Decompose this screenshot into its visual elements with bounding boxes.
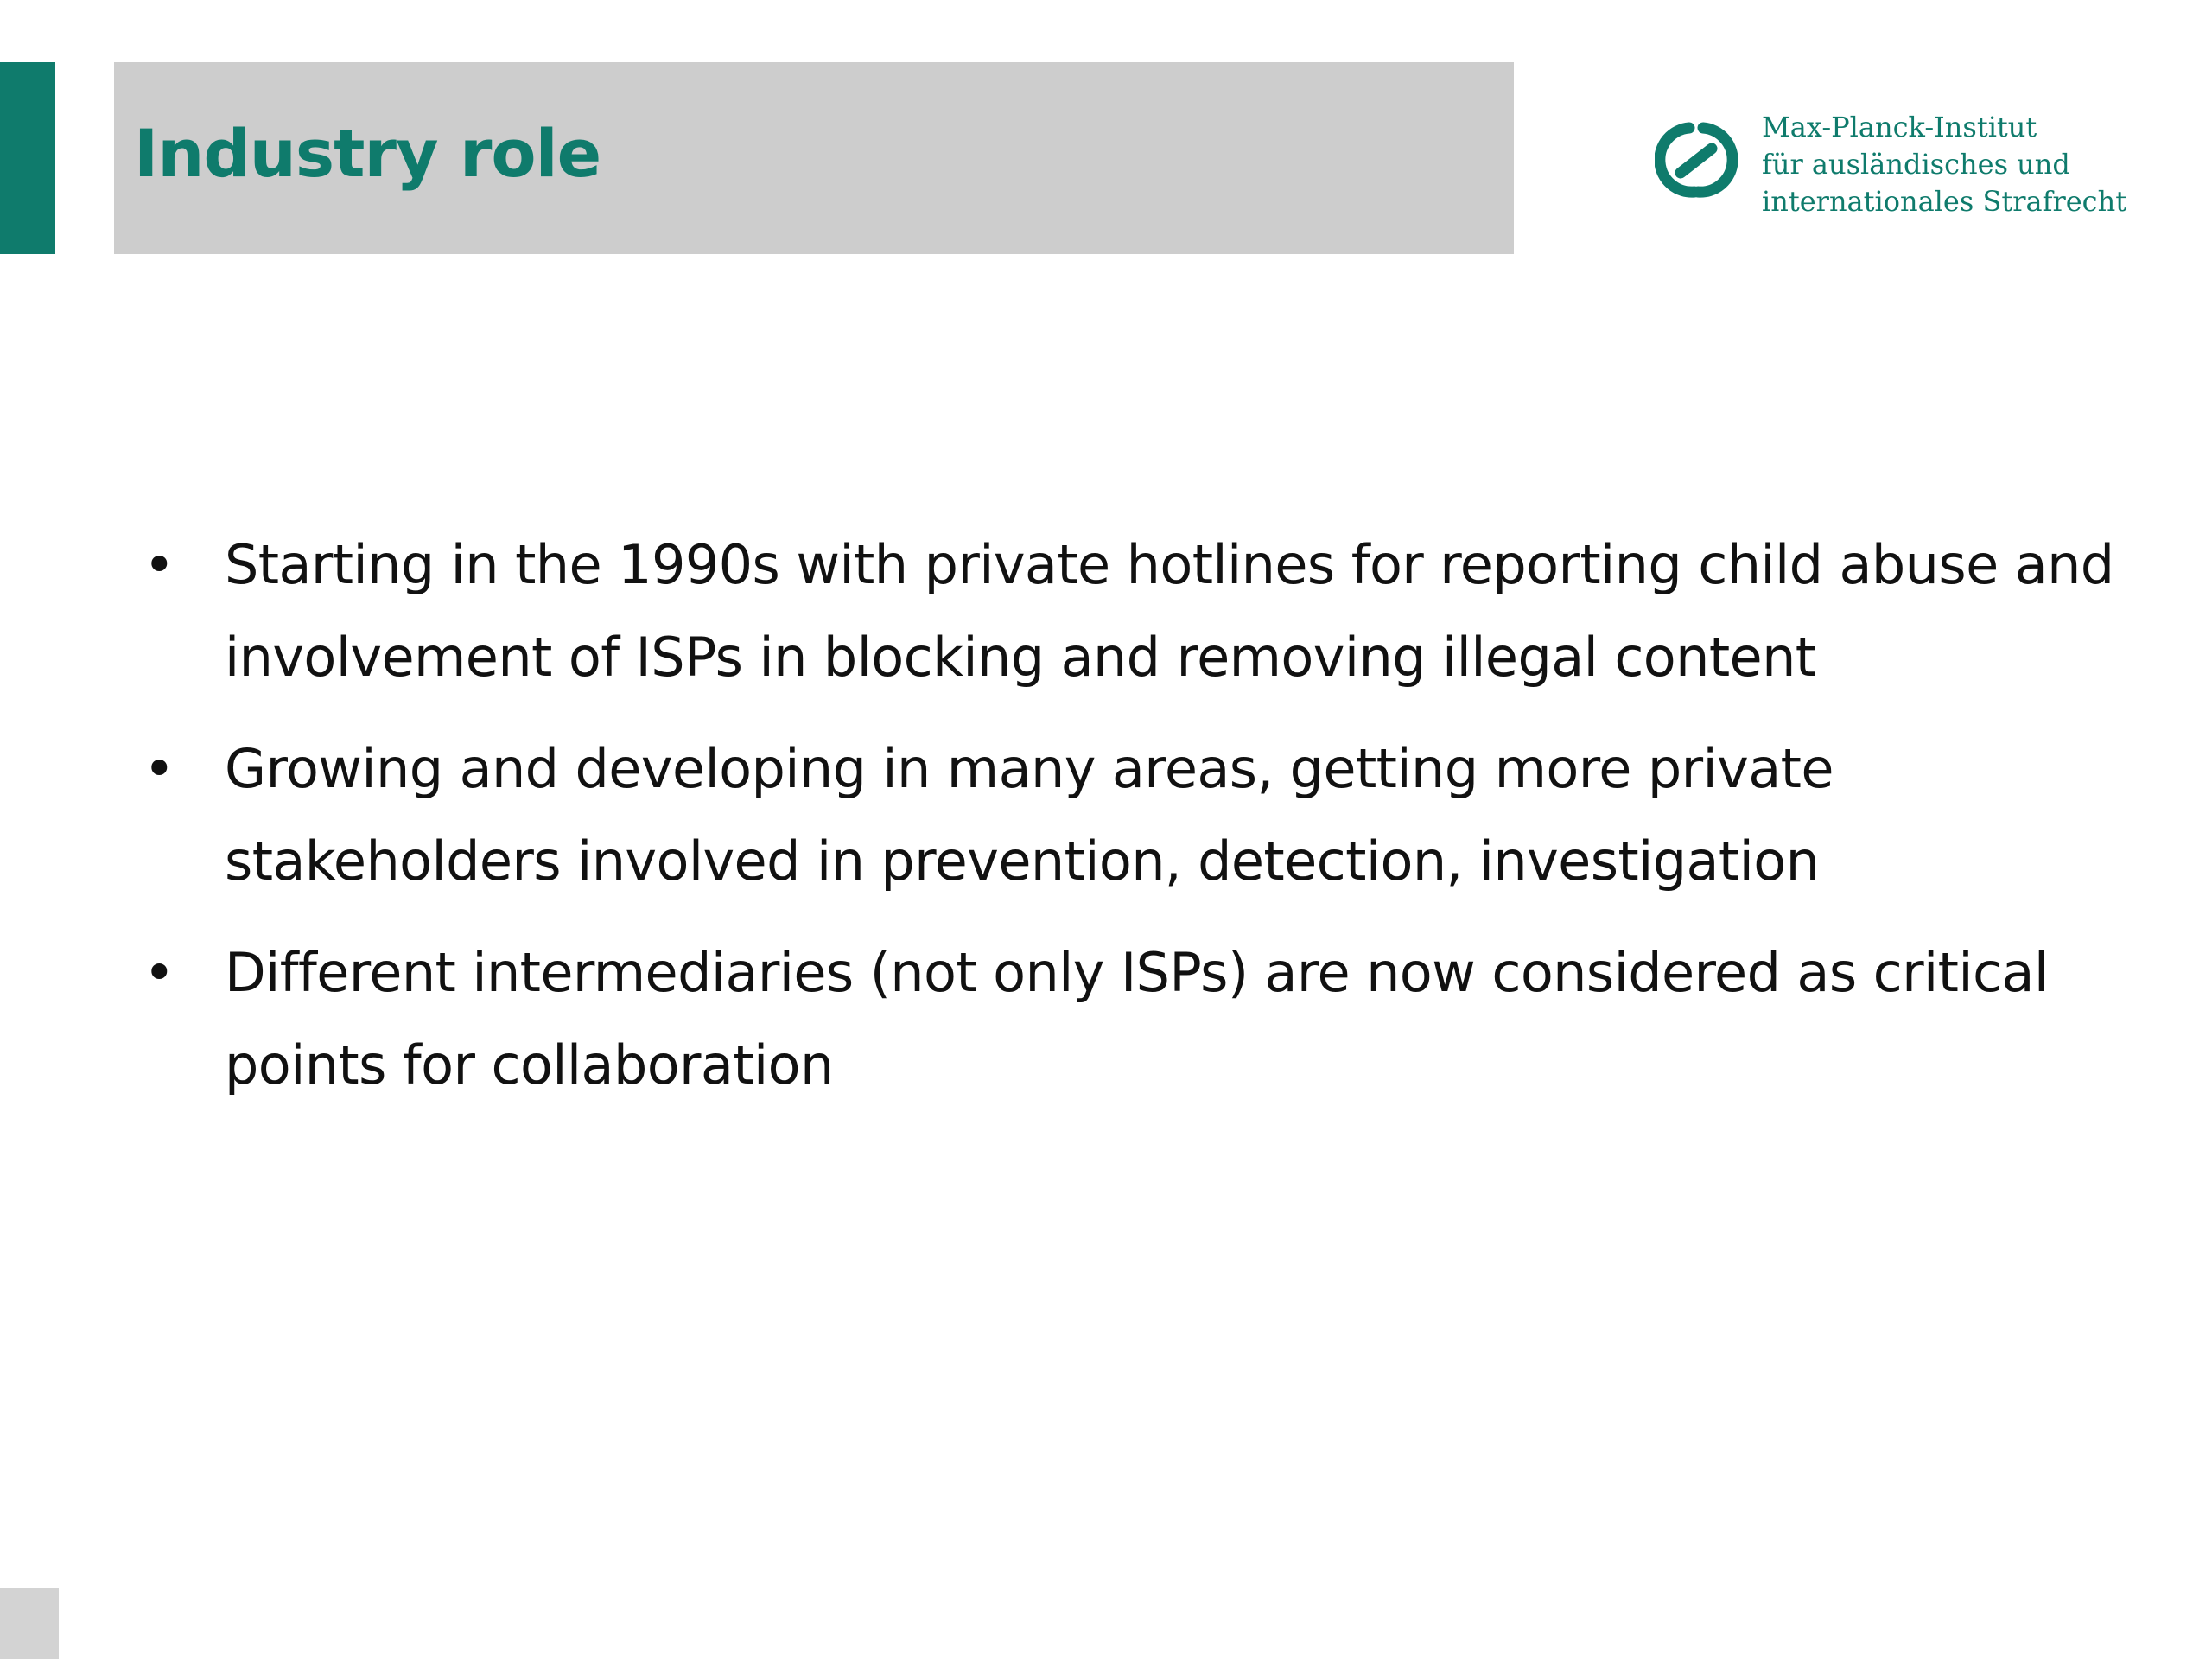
bullet-text: Different intermediaries (not only ISPs) are now considered as critical points for collaboration bbox=[225, 941, 2049, 1096]
logo-text bbox=[1762, 109, 2126, 220]
institute-logo bbox=[1655, 109, 2127, 221]
logo-line-3: internationales Strafrecht bbox=[1762, 185, 2127, 218]
accent-bar bbox=[0, 62, 55, 254]
bullet-list bbox=[138, 518, 2126, 1130]
bullet-text: Starting in the 1990s with private hotlines for reporting child abuse and involvement of ISPs in blocking and removing illegal content bbox=[225, 533, 2114, 689]
logo-line-2: für ausländisches und bbox=[1762, 148, 2070, 181]
bullet-text: Growing and developing in many areas, getting more private stakeholders involved in prevention, detection, investigation bbox=[225, 737, 1834, 893]
slide-title: Industry role bbox=[134, 115, 601, 192]
bullet-dot-icon: • bbox=[143, 737, 175, 800]
mpi-logo-icon bbox=[1655, 112, 1738, 207]
bullet-item bbox=[138, 722, 2126, 907]
bullet-item bbox=[138, 518, 2126, 703]
logo-line-1: Max-Planck-Institut bbox=[1762, 111, 2037, 143]
bullet-item bbox=[138, 926, 2126, 1111]
bullet-dot-icon: • bbox=[143, 533, 175, 596]
bullet-dot-icon: • bbox=[143, 941, 175, 1004]
corner-box bbox=[0, 1588, 59, 1659]
